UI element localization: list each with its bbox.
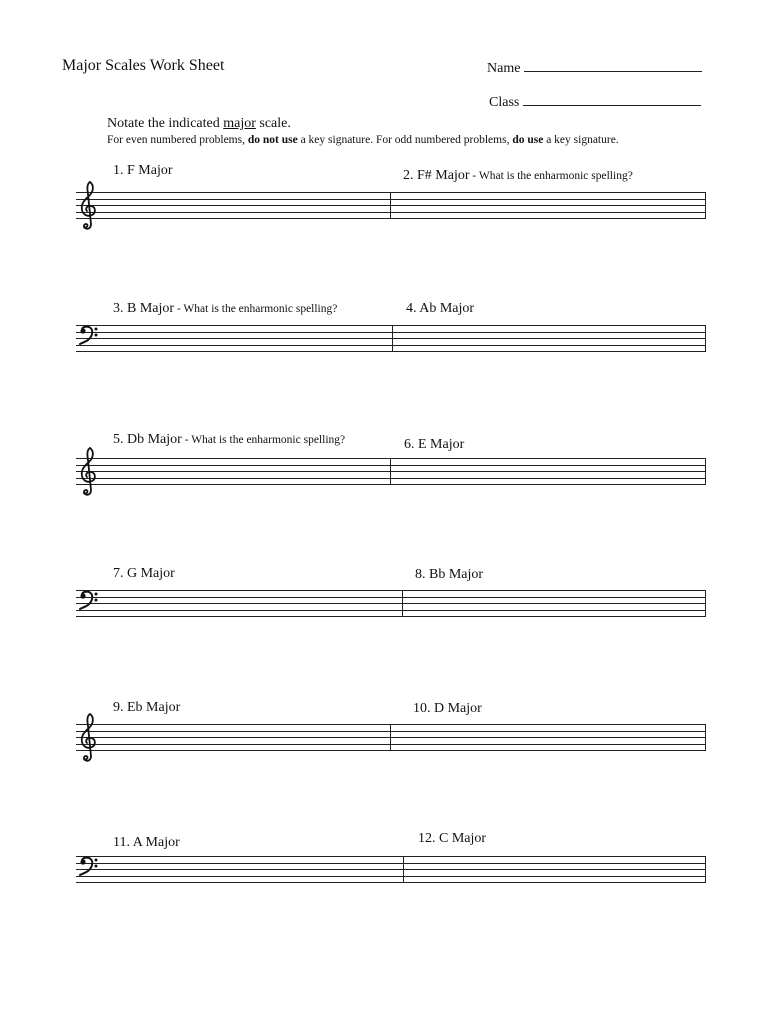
bass-clef-icon (77, 855, 101, 879)
barline (403, 856, 404, 883)
bass-clef-icon (77, 589, 101, 613)
staff-line (76, 750, 706, 751)
class-blank[interactable] (523, 91, 701, 106)
barline (390, 458, 391, 485)
staff-line (76, 876, 706, 877)
problem-9-label: 9. Eb Major (113, 700, 181, 715)
bass-clef-icon (77, 324, 101, 348)
staff-1[interactable] (76, 192, 706, 219)
problem-3-label: 3. B Major - What is the enharmonic spelling? (113, 301, 338, 316)
class-label: Class (489, 95, 520, 110)
staff-line (76, 325, 706, 326)
instruction-detail: For even numbered problems, do not use a key signature. For odd numbered problems, do use a key signature. (107, 134, 619, 146)
problem-6-label: 6. E Major (404, 437, 465, 452)
staff-line (76, 724, 706, 725)
barline (390, 724, 391, 751)
staff-line (76, 351, 706, 352)
name-field[interactable] (487, 57, 702, 77)
staff-line (76, 338, 706, 339)
staff-line (76, 458, 706, 459)
staff-line (76, 218, 706, 219)
staff-line (76, 478, 706, 479)
problem-8-label: 8. Bb Major (415, 567, 484, 582)
instruction-main: Notate the indicated major scale. (107, 116, 291, 131)
staff-2[interactable] (76, 325, 706, 352)
problem-10-label: 10. D Major (413, 701, 482, 716)
end-barline (705, 325, 706, 352)
staff-line (76, 603, 706, 604)
barline (392, 325, 393, 352)
staff-line (76, 345, 706, 346)
barline (390, 192, 391, 219)
staff-line (76, 882, 706, 883)
treble-clef-icon (78, 446, 100, 498)
staff-line (76, 332, 706, 333)
problem-5-label: 5. Db Major - What is the enharmonic spelling? (113, 432, 346, 447)
end-barline (705, 724, 706, 751)
staff-line (76, 590, 706, 591)
barline (402, 590, 403, 617)
treble-clef-icon (78, 712, 100, 764)
name-label: Name (487, 61, 521, 76)
staff-line (76, 471, 706, 472)
problem-4-label: 4. Ab Major (406, 301, 475, 316)
staff-line (76, 212, 706, 213)
staff-line (76, 737, 706, 738)
staff-line (76, 731, 706, 732)
staff-line (76, 192, 706, 193)
staff-line (76, 744, 706, 745)
end-barline (705, 192, 706, 219)
staff-5[interactable] (76, 724, 706, 751)
end-barline (705, 856, 706, 883)
problem-2-label: 2. F# Major - What is the enharmonic spelling? (403, 168, 633, 183)
staff-line (76, 465, 706, 466)
staff-line (76, 863, 706, 864)
class-field[interactable] (489, 91, 701, 111)
staff-line (76, 484, 706, 485)
staff-line (76, 856, 706, 857)
staff-6[interactable] (76, 856, 706, 883)
staff-4[interactable] (76, 590, 706, 617)
staff-line (76, 616, 706, 617)
problem-7-label: 7. G Major (113, 566, 175, 581)
problem-12-label: 12. C Major (418, 831, 487, 846)
staff-3[interactable] (76, 458, 706, 485)
staff-line (76, 610, 706, 611)
staff-line (76, 869, 706, 870)
end-barline (705, 590, 706, 617)
worksheet-title: Major Scales Work Sheet (62, 57, 225, 74)
end-barline (705, 458, 706, 485)
problem-11-label: 11. A Major (113, 835, 180, 850)
problem-1-label: 1. F Major (113, 163, 173, 178)
staff-line (76, 597, 706, 598)
staff-line (76, 199, 706, 200)
name-blank[interactable] (524, 57, 702, 72)
treble-clef-icon (78, 180, 100, 232)
staff-line (76, 205, 706, 206)
